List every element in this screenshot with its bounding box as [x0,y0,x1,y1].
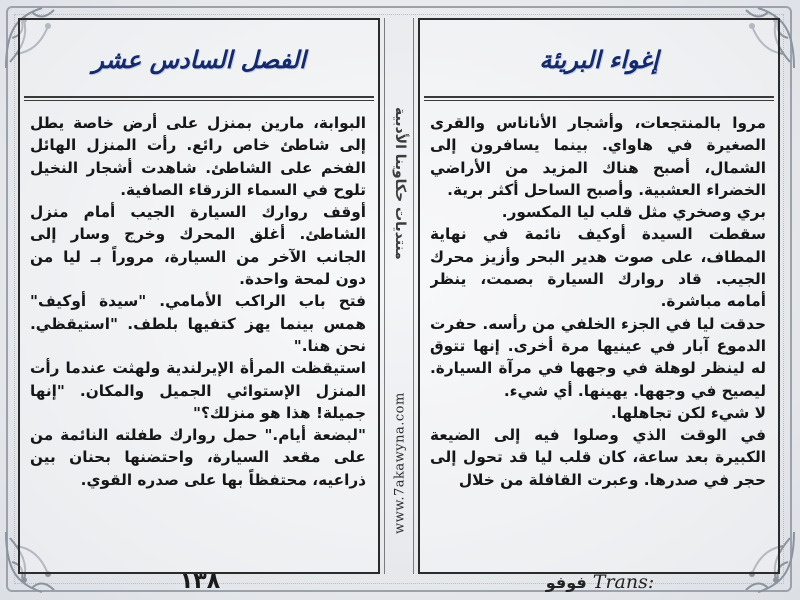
trans-label: Trans: [592,571,655,593]
title-divider [424,100,774,101]
translator-credit [500,568,700,596]
paragraph: في الوقت الذي وصلوا فيه إلى الضيعة الكبيرة بعد ساعة، كان قلب ليا قد تحول إلى حجر في صدرها. وعبرت القافلة من خلال [430,426,766,489]
paragraph: أوقف روارك السيارة الجيب أمام منزل الشاطئ. أغلق المحرك وخرج وسار إلى الجانب الآخر من السيارة، مروراً بـ ليا من دون لمحة واحدة. [30,203,366,289]
title-divider [24,96,374,98]
page-number: ١٣٨ [179,568,221,594]
forum-name: منتديات حكاوينا الأدبية [392,106,408,260]
paragraph: البوابة، مارين بمنزل على أرض خاصة يطل إلى شاطئ خاص رائع. رأت المنزل الهائل الفخم على الشاطئ. شاهدت أشجار النخيل تلوح في السماء الزرقاء الصافية. [30,114,366,199]
left-page [18,18,380,574]
title-divider [24,100,374,101]
paragraph: فتح باب الراكب الأمامي. "سيدة أوكيف" همس بينما يهز كتفيها بلطف. "استيقظي. نحن هنا." [30,292,366,355]
chapter-title: الفصل السادس عشر [92,44,306,74]
translator-name: فوفو [545,572,587,592]
paragraph: لا شيء لكن تجاهلها. [610,403,766,422]
book-title: إغواء البريئة [539,44,659,74]
title-divider [424,96,774,98]
paragraph: سقطت السيدة أوكيف نائمة في نهاية المطاف، على صوت هدير البحر وأزيز محرك الجيب. قاد روارك السيارة بصمت، ينظر أمامه مباشرة. [430,225,766,311]
paragraph: استيقظت المرأة الإيرلندية ولهثت عندما رأت المنزل الإستوائي الجميل والمكان. "إنها جميلة! هذا هو منزلك؟" [30,359,366,422]
paragraph: مروا بالمنتجعات، وأشجار الأناناس والقرى الصغيرة في هاواي. بينما يسافرون إلى الشمال، أصبح هناك المزيد من الأراضي الخضراء العشبية. وأصبح الساحل أكثر برية. [430,114,766,199]
paragraph: "لبضعة أيام." حمل روارك طفلته النائمة من على مقعد السيارة، واحتضنها بحنان بين ذراعيه، محتفظاً بها على صدره القوي. [30,426,366,489]
right-page [418,18,780,574]
forum-url: www.7akawyna.com [392,392,408,534]
left-page-text [30,112,366,564]
book-spine [384,18,414,574]
paragraph: حدقت ليا في الجزء الخلفي من رأسه. حفرت الدموع آبار في عينيها مرة أخرى. إنها تتوق له لينظر لوهلة في وجهها في مرآة السيارة. ليصيح في وجهها. يهينها. أي شيء. [430,314,766,400]
paragraph: بري وصخري مثل قلب ليا المكسور. [501,203,766,222]
right-page-text [430,112,766,564]
